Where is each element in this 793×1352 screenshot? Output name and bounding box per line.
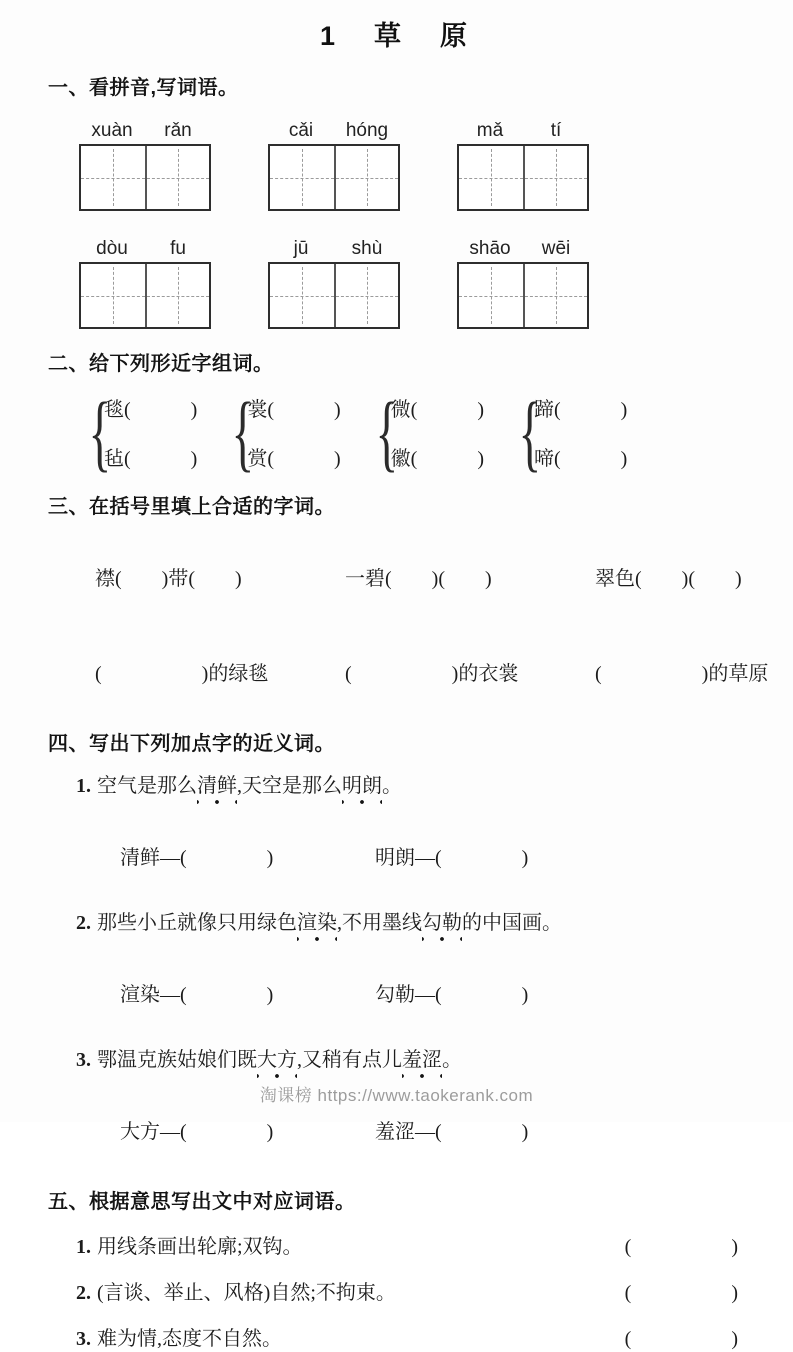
fill-blank-item: 翠色( )( ) — [595, 568, 742, 590]
word-pair-top: 毯( ) — [104, 399, 198, 421]
left-brace-glyph: { — [88, 384, 112, 480]
pinyin-writing-group — [268, 238, 400, 329]
word-pair-top: 蹄( ) — [533, 399, 628, 421]
sentence-text: 。 — [382, 775, 402, 797]
writing-grid-box — [79, 262, 211, 329]
pinyin-writing-group — [457, 120, 589, 211]
left-brace-glyph: { — [375, 384, 398, 480]
pinyin-labels — [79, 238, 211, 262]
definition-sentence: (言谈、举止、风格)自然;不拘束。 — [97, 1282, 396, 1304]
synonym-sentence — [76, 773, 793, 799]
word-pair-bottom: 啼( ) — [533, 448, 628, 470]
similar-characters-row — [84, 384, 793, 480]
synonym-sentence — [76, 1047, 793, 1073]
section-1-heading: 一、看拼音,写词语。 — [48, 77, 239, 99]
sentence-text: ,天空是那么 — [237, 775, 342, 797]
left-brace-glyph: { — [231, 384, 255, 480]
grid-cell — [523, 264, 587, 327]
item-number: 3. — [76, 1049, 91, 1071]
sentence-text: 的中国画。 — [462, 912, 562, 934]
writing-grid-box — [457, 262, 589, 329]
pinyin-labels — [268, 120, 400, 144]
definition-blank: ( ) — [624, 1282, 738, 1304]
fill-blank-row-2 — [75, 634, 793, 709]
fill-blank-item: ( )的衣裳 — [345, 663, 519, 685]
definition-text — [76, 1280, 396, 1306]
sentence-text: ,不用墨线 — [337, 912, 422, 934]
pinyin-syllable: jū — [293, 238, 309, 259]
definition-text — [76, 1234, 303, 1260]
pinyin-syllable: cǎi — [288, 120, 314, 141]
pinyin-syllable: rǎn — [164, 120, 192, 141]
pinyin-writing-group — [79, 120, 211, 211]
synonym-sentence — [76, 910, 793, 936]
pinyin-row-1 — [79, 120, 793, 211]
definition-item — [76, 1280, 738, 1306]
word-pair-top: 微( ) — [390, 399, 484, 421]
definition-sentence: 难为情,态度不自然。 — [97, 1328, 282, 1350]
emphasized-word: 明朗 — [342, 775, 382, 805]
pinyin-syllable: dòu — [96, 238, 128, 259]
section-3-heading: 三、在括号里填上合适的字词。 — [48, 496, 335, 518]
word-pair-bottom: 徽( ) — [390, 448, 484, 470]
pinyin-syllable: tí — [550, 120, 562, 141]
grid-cell — [459, 146, 523, 209]
pinyin-writing-group — [268, 120, 400, 211]
grid-cell — [459, 264, 523, 327]
definition-text — [76, 1326, 282, 1352]
word-pair-bottom: 赏( ) — [247, 448, 341, 470]
sentence-text: 鄂温克族姑娘们既 — [97, 1049, 257, 1071]
pinyin-labels — [457, 120, 589, 144]
answer-blank: 勾勒—( ) — [375, 984, 529, 1006]
pinyin-writing-group — [457, 238, 589, 329]
emphasized-word: 勾勒 — [422, 912, 462, 942]
fill-blank-item: 一碧( )( ) — [345, 568, 492, 590]
grid-cell — [81, 264, 145, 327]
word-pair-column — [534, 392, 627, 472]
fill-blank-item: 襟( )带( ) — [95, 568, 242, 590]
pinyin-labels — [268, 238, 400, 262]
section-5-heading: 五、根据意思写出文中对应词语。 — [48, 1191, 356, 1213]
item-number: 1. — [76, 775, 91, 797]
answer-blank: 大方—( ) — [120, 1121, 274, 1143]
section-4-heading: 四、写出下列加点字的近义词。 — [48, 733, 335, 755]
definition-blank: ( ) — [624, 1328, 738, 1350]
pinyin-writing-group — [79, 238, 211, 329]
answer-blank: 清鲜—( ) — [120, 847, 274, 869]
item-number: 2. — [76, 912, 91, 934]
page-title: 1 草 原 — [319, 21, 474, 51]
writing-grid-box — [268, 262, 400, 329]
pinyin-syllable: hóng — [345, 120, 389, 141]
sentence-text: 。 — [442, 1049, 462, 1071]
pinyin-row-2 — [79, 238, 793, 329]
grid-cell — [523, 146, 587, 209]
sentence-text: 那些小丘就像只用绿色 — [97, 912, 297, 934]
writing-grid-box — [268, 144, 400, 211]
pinyin-labels — [79, 120, 211, 144]
definition-item — [76, 1234, 738, 1260]
grid-cell — [145, 264, 209, 327]
writing-grid-box — [457, 144, 589, 211]
emphasized-word: 渲染 — [297, 912, 337, 942]
fill-blank-item: ( )的绿毯 — [95, 663, 269, 685]
pinyin-syllable: xuàn — [91, 120, 133, 141]
pinyin-labels — [457, 238, 589, 262]
grid-cell — [334, 146, 398, 209]
sentence-text: ,又稍有点儿 — [297, 1049, 402, 1071]
word-pair-group — [514, 384, 628, 480]
pinyin-syllable: shù — [351, 238, 383, 259]
word-pair-column — [391, 392, 484, 472]
word-pair-group — [84, 384, 198, 480]
word-pair-column — [104, 392, 197, 472]
pinyin-syllable: wēi — [541, 238, 571, 259]
emphasized-word: 羞涩 — [402, 1049, 442, 1079]
footer-watermark: 淘课榜 https://www.taokerank.com — [259, 1086, 534, 1105]
word-pair-group — [227, 384, 341, 480]
answer-blank: 渲染—( ) — [120, 984, 274, 1006]
word-pair-bottom: 毡( ) — [104, 448, 198, 470]
definition-blank: ( ) — [624, 1236, 738, 1258]
synonym-answer-row — [100, 955, 793, 1030]
grid-cell — [145, 146, 209, 209]
writing-grid-box — [79, 144, 211, 211]
fill-blank-item: ( )的草原 — [595, 663, 769, 685]
item-number: 1. — [76, 1236, 91, 1258]
item-number: 2. — [76, 1282, 91, 1304]
fill-blank-row-1 — [75, 539, 793, 614]
item-number: 3. — [76, 1328, 91, 1350]
pinyin-syllable: fu — [170, 238, 186, 259]
answer-blank: 明朗—( ) — [375, 847, 529, 869]
grid-cell — [270, 146, 334, 209]
emphasized-word: 清鲜 — [197, 775, 237, 805]
word-pair-top: 裳( ) — [247, 399, 341, 421]
word-pair-column — [247, 392, 340, 472]
word-pair-group — [371, 384, 484, 480]
pinyin-syllable: mǎ — [476, 120, 504, 141]
sentence-text: 空气是那么 — [97, 775, 197, 797]
section-2-heading: 二、给下列形近字组词。 — [48, 353, 274, 375]
emphasized-word: 大方 — [257, 1049, 297, 1079]
grid-cell — [334, 264, 398, 327]
grid-cell — [81, 146, 145, 209]
left-brace-glyph: { — [518, 384, 542, 480]
answer-blank: 羞涩—( ) — [375, 1121, 529, 1143]
definition-item — [76, 1326, 738, 1352]
pinyin-syllable: shāo — [469, 238, 511, 259]
definition-sentence: 用线条画出轮廓;双钩。 — [97, 1236, 303, 1258]
grid-cell — [270, 264, 334, 327]
synonym-answer-row — [100, 818, 793, 893]
